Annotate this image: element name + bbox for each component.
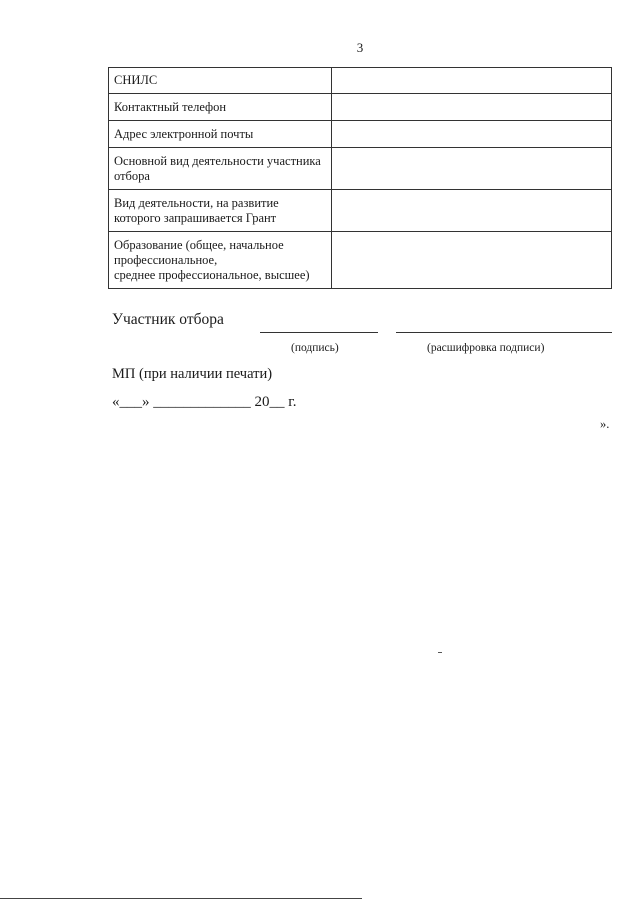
row-value-email[interactable]: [332, 121, 612, 148]
row-label-email: Адрес электронной почты: [109, 121, 332, 148]
signature-decoding-caption: (расшифровка подписи): [427, 342, 545, 354]
signature-decoding-line[interactable]: [396, 332, 612, 333]
page-number: 3: [356, 40, 364, 55]
scan-artifact: [438, 652, 442, 653]
row-label-phone: Контактный телефон: [109, 94, 332, 121]
table-row: [109, 121, 612, 148]
table-row: [109, 232, 612, 289]
stamp-note: МП (при наличии печати): [112, 366, 273, 382]
bottom-edge-line: [0, 898, 362, 899]
table-row: [109, 190, 612, 232]
row-label-snils: СНИЛС: [109, 68, 332, 94]
row-label-education: Образование (общее, начальное профессиональное, среднее профессиональное, высшее): [109, 232, 332, 289]
signature-line[interactable]: [260, 332, 378, 333]
table-row: [109, 94, 612, 121]
table-row: [109, 148, 612, 190]
table-row: [109, 68, 612, 94]
signature-caption: (подпись): [291, 342, 339, 354]
row-value-grant-activity[interactable]: [332, 190, 612, 232]
row-value-phone[interactable]: [332, 94, 612, 121]
row-value-education[interactable]: [332, 232, 612, 289]
row-value-snils[interactable]: [332, 68, 612, 94]
row-value-main-activity[interactable]: [332, 148, 612, 190]
closing-quote: ».: [600, 417, 610, 431]
row-label-main-activity: Основной вид деятельности участника отбора: [109, 148, 332, 190]
applicant-info-table: [108, 67, 612, 289]
participant-label: Участник отбора: [112, 311, 224, 328]
row-label-grant-activity: Вид деятельности, на развитие которого запрашивается Грант: [109, 190, 332, 232]
date-line[interactable]: «___» _____________ 20__ г.: [112, 394, 297, 410]
